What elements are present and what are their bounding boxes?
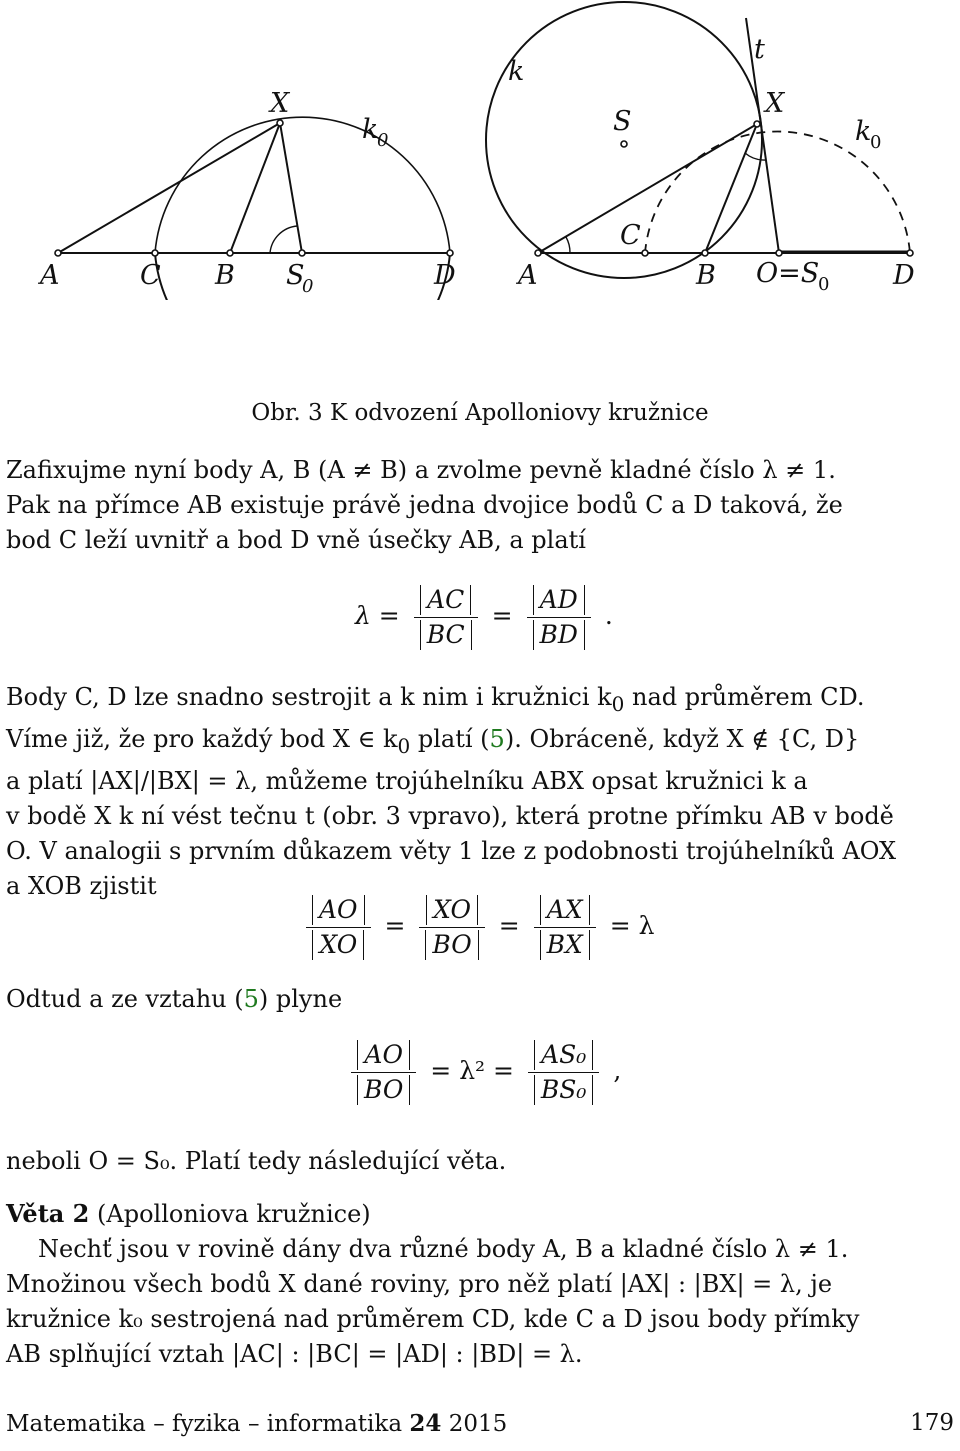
label-D-left: D xyxy=(434,260,456,291)
line-BX-left xyxy=(230,123,280,253)
eq2-eq1: = xyxy=(384,911,406,940)
point-C-left xyxy=(152,250,158,256)
eq3-f2-num: AS₀ xyxy=(534,1040,593,1070)
point-C-right xyxy=(642,250,648,256)
point-X-right xyxy=(754,121,760,127)
page-footer xyxy=(6,1410,954,1437)
theorem-line3: kružnice k₀ sestrojená nad průměrem CD, kde C a D jsou body přímky xyxy=(6,1305,860,1333)
eq1-frac1-num: AC xyxy=(420,585,471,615)
p2-line5: O. V analogii s prvním důkazem věty 1 lze z podobnosti trojúhelníků AOX xyxy=(6,836,897,865)
equation-2 xyxy=(300,895,655,960)
paragraph-3 xyxy=(6,982,954,1017)
p2-line2b: platí ( xyxy=(410,724,490,753)
label-S-right: S xyxy=(613,106,632,137)
theorem-line2: Množinou všech bodů X dané roviny, pro něž platí |AX| : |BX| = λ, je xyxy=(6,1270,833,1298)
eq2-f2-den: BO xyxy=(425,930,478,960)
point-S-right xyxy=(621,141,627,147)
p2-line1-end: nad průměrem CD. xyxy=(624,683,865,711)
point-O-right xyxy=(776,250,782,256)
p1-line1: Zafixujme nyní body A, B (A ≠ B) a zvolme pevně kladné číslo λ ≠ 1. xyxy=(6,456,836,484)
p2-line2-sub: 0 xyxy=(397,733,411,758)
label-C-left: C xyxy=(140,260,161,291)
figure-apollonius xyxy=(0,0,960,300)
p3-line xyxy=(6,982,954,1017)
point-A-left xyxy=(55,250,61,256)
line-AX-left xyxy=(58,123,280,253)
eq2-f3-den: BX xyxy=(540,930,590,960)
label-t-right: t xyxy=(754,34,765,65)
figure-caption: Obr. 3 K odvození Apolloniovy kružnice xyxy=(251,400,709,426)
eq3-f1-den: BO xyxy=(357,1075,410,1105)
label-k0-right: k xyxy=(855,116,872,147)
eq1-lhs: λ = xyxy=(355,601,400,630)
eq1-frac1 xyxy=(414,585,478,650)
p2-line6: a XOB zjistit xyxy=(6,871,157,900)
point-X-left xyxy=(277,120,283,126)
p2-line4: v bodě X k ní vést tečnu t (obr. 3 vpravo), která protne přímku AB v bodě xyxy=(6,801,894,830)
eq2-frac2 xyxy=(419,895,484,960)
eq2-f2-num: XO xyxy=(426,895,478,925)
label-S0-sub-left: 0 xyxy=(302,276,314,297)
angle-mark-A-right xyxy=(566,237,570,253)
circle-k0-left-lower xyxy=(155,117,450,253)
theorem-2 xyxy=(6,1196,954,1372)
p2-line1-text: Body C, D lze snadno sestrojit a k nim i kružnici k xyxy=(6,683,612,711)
p2-line2c: ). Obráceně, když X ∉ {C, D} xyxy=(504,724,860,753)
label-A-right: A xyxy=(518,260,538,291)
footer-year: 2015 xyxy=(441,1411,508,1437)
eq2-end: = λ xyxy=(609,911,655,940)
p2-line1 xyxy=(6,680,954,722)
label-k0-left: k xyxy=(362,114,379,145)
line-XS0-left xyxy=(280,123,302,253)
figure-right xyxy=(486,2,910,278)
point-B-right xyxy=(702,250,708,256)
label-k0-sub-right: 0 xyxy=(870,132,882,153)
point-A-right xyxy=(535,250,541,256)
label-O-sub-right: 0 xyxy=(818,274,830,295)
eq3-end: , xyxy=(613,1056,622,1085)
angle-mark-left xyxy=(270,226,297,253)
eq3-mid: = λ² = xyxy=(430,1056,514,1085)
eq1-frac2-num: AD xyxy=(533,585,585,615)
eq2-eq2: = xyxy=(498,911,520,940)
theorem-head: Věta 2 xyxy=(6,1199,90,1228)
point-B-left xyxy=(227,250,233,256)
line-BX-right xyxy=(705,124,757,253)
eq2-f3-num: AX xyxy=(540,895,590,925)
footer-journal-name: Matematika – fyzika – informatika xyxy=(6,1411,410,1437)
footer-journal xyxy=(6,1411,507,1437)
point-D-left xyxy=(447,250,453,256)
p1-line2: Pak na přímce AB existuje právě jedna dvojice bodů C a D taková, že xyxy=(6,491,843,519)
equation-3 xyxy=(345,1040,621,1105)
eq2-frac1 xyxy=(306,895,371,960)
p3-ref-5[interactable]: 5 xyxy=(243,985,259,1013)
p2-line1-sub: 0 xyxy=(611,691,625,716)
label-X-right: X xyxy=(765,88,785,119)
p2-line2 xyxy=(6,722,954,764)
label-X-left: X xyxy=(270,88,290,119)
angle-mark-X-right xyxy=(745,153,766,160)
label-k-right: k xyxy=(508,56,525,87)
label-A-left: A xyxy=(40,260,60,291)
eq3-frac2 xyxy=(528,1040,600,1105)
p2-ref-5[interactable]: 5 xyxy=(489,724,505,753)
theorem-title: (Apolloniova kružnice) xyxy=(89,1200,371,1228)
eq3-f2-den: BS₀ xyxy=(534,1075,594,1105)
label-B-right: B xyxy=(696,260,716,291)
eq3-frac1 xyxy=(351,1040,416,1105)
p3-a: Odtud a ze vztahu ( xyxy=(6,985,244,1013)
theorem-heading xyxy=(6,1196,954,1232)
p3-b: ) plyne xyxy=(258,985,343,1013)
p4-line: neboli O = S₀. Platí tedy následující věta. xyxy=(6,1147,507,1175)
label-B-left: B xyxy=(215,260,235,291)
eq2-frac3 xyxy=(534,895,596,960)
eq1-frac2-den: BD xyxy=(533,620,585,650)
label-O-right: O=S xyxy=(756,258,820,289)
eq2-f1-den: XO xyxy=(312,930,364,960)
equation-1 xyxy=(355,585,613,650)
footer-volume: 24 xyxy=(409,1410,442,1437)
label-D-right: D xyxy=(893,260,915,291)
page-number: 179 xyxy=(910,1410,954,1436)
theorem-line4: AB splňující vztah |AC| : |BC| = |AD| : |BD| = λ. xyxy=(6,1340,583,1368)
eq1-frac2 xyxy=(527,585,591,650)
label-k0-sub-left: 0 xyxy=(377,130,389,151)
figure-left xyxy=(58,117,450,300)
paragraph-4 xyxy=(6,1144,954,1179)
p1-line3: bod C leží uvnitř a bod D vně úsečky AB, a platí xyxy=(6,526,586,554)
eq1-frac1-den: BC xyxy=(420,620,472,650)
eq2-f1-num: AO xyxy=(312,895,365,925)
point-S0-left xyxy=(299,250,305,256)
eq1-eq: = xyxy=(491,601,513,630)
label-C-right: C xyxy=(620,220,641,251)
paragraph-2 xyxy=(6,680,954,904)
eq3-f1-num: AO xyxy=(357,1040,410,1070)
label-S0-left: S xyxy=(286,260,305,291)
eq1-end: . xyxy=(604,601,613,630)
theorem-line1: Nechť jsou v rovině dány dva různé body A, B a kladné číslo λ ≠ 1. xyxy=(38,1235,849,1263)
p2-line3: a platí |AX|/|BX| = λ, můžeme trojúhelníku ABX opsat kružnici k a xyxy=(6,766,808,795)
paragraph-1 xyxy=(6,453,954,558)
point-D-right xyxy=(907,250,913,256)
p2-line2a: Víme již, že pro každý bod X ∈ k xyxy=(6,724,398,753)
